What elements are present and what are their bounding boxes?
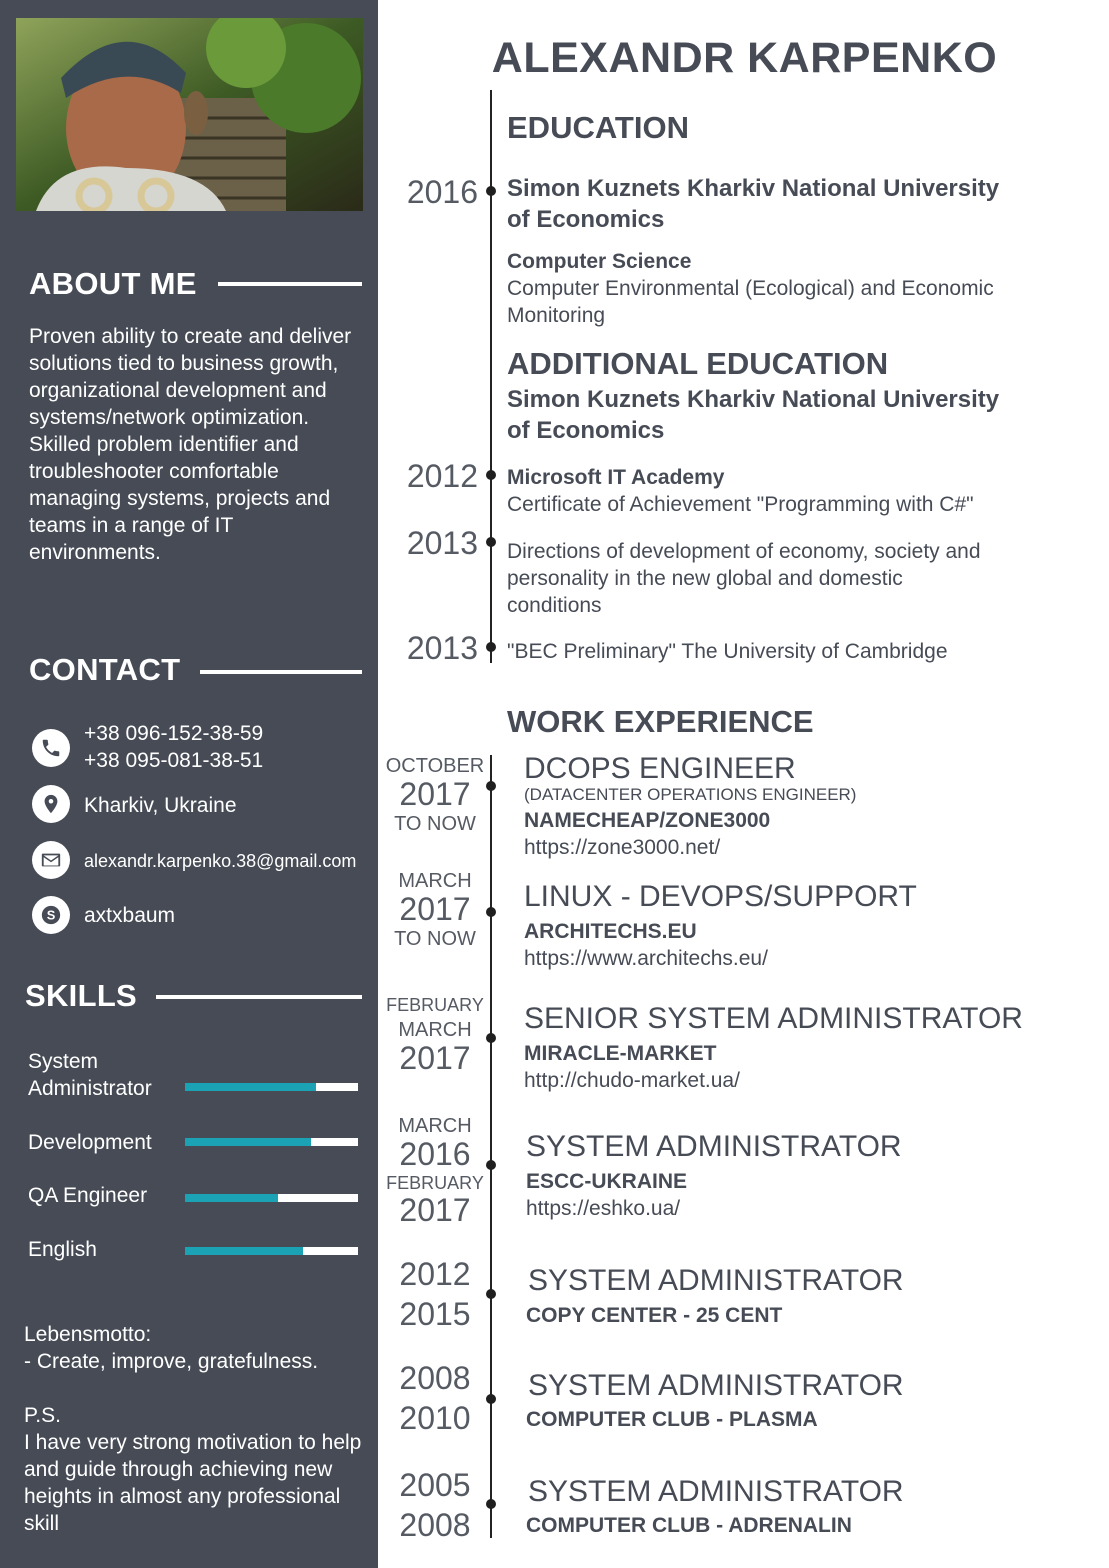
timeline-dot — [486, 642, 496, 652]
job-date-month: MARCH — [398, 1019, 472, 1041]
job-title: LINUX - DEVOPS/SUPPORT — [524, 880, 917, 913]
job-date-month: FEBRUARY — [386, 1173, 484, 1193]
additional-year: 2012 — [406, 458, 478, 494]
about-me-divider — [218, 282, 362, 286]
job-date — [380, 871, 490, 949]
skype-handle[interactable]: axtxbaum — [84, 904, 176, 927]
about-me-text: Proven ability to create and deliver solutions tied to business growth, organizational development and systems/network optimization. Skilled problem identifier and troubleshooter comfortable managing systems, projects and teams in a range of IT environments. — [29, 325, 352, 564]
job-company: COMPUTER CLUB - PLASMA — [526, 1408, 818, 1431]
job-title: DCOPS ENGINEER — [524, 752, 796, 785]
additional-entry-detail: "BEC Preliminary" The University of Cambridge — [507, 640, 948, 663]
additional-university-line1: Simon Kuznets Kharkiv National University — [507, 386, 1000, 413]
timeline-dot — [486, 1394, 496, 1404]
skype-icon — [32, 896, 70, 934]
job-date-month: FEBRUARY — [386, 995, 484, 1015]
timeline-dot — [486, 1160, 496, 1170]
job-date-year: 2008 — [399, 1360, 471, 1396]
job-company: NAMECHEAP/ZONE3000 — [524, 809, 771, 832]
skill-label-qa-engineer: QA Engineer — [28, 1184, 148, 1207]
job-title: SENIOR SYSTEM ADMINISTRATOR — [524, 1002, 1023, 1035]
additional-entry-detail-line2: personality in the new global and domestic — [507, 567, 903, 590]
job-date — [380, 1116, 490, 1226]
job-company: MIRACLE-MARKET — [524, 1042, 717, 1065]
skill-fill — [185, 1138, 311, 1146]
skill-fill — [185, 1194, 278, 1202]
job-date-to: TO NOW — [394, 928, 476, 950]
additional-university-line2: of Economics — [507, 417, 665, 444]
job-date — [380, 996, 490, 1074]
skill-label-development: Development — [28, 1131, 152, 1154]
timeline-dot — [486, 1289, 496, 1299]
additional-entry-detail: Certificate of Achievement "Programming with C#" — [507, 493, 974, 516]
timeline-dot — [486, 186, 496, 196]
timeline-dot — [486, 470, 496, 480]
skill-bar-qa-engineer — [185, 1194, 358, 1202]
timeline-dot — [486, 907, 496, 917]
additional-education-title: ADDITIONAL EDUCATION — [507, 346, 889, 381]
contact-title: CONTACT — [29, 652, 181, 687]
phone-number-2[interactable]: +38 095-081-38-51 — [84, 749, 264, 772]
timeline-dot — [486, 537, 496, 547]
job-title: SYSTEM ADMINISTRATOR — [528, 1475, 904, 1508]
skill-fill — [185, 1083, 316, 1091]
email-icon — [32, 841, 70, 879]
phone-number-1[interactable]: +38 096-152-38-59 — [84, 722, 264, 745]
timeline-dot — [486, 1499, 496, 1509]
job-date-year: 2008 — [399, 1507, 471, 1543]
job-company: COMPUTER CLUB - ADRENALIN — [526, 1514, 852, 1537]
job-date-year: 2017 — [399, 1040, 471, 1076]
job-date-year: 2010 — [399, 1400, 471, 1436]
job-date-year: 2016 — [399, 1136, 471, 1172]
job-url[interactable]: https://eshko.ua/ — [526, 1197, 681, 1220]
job-url[interactable]: https://www.architechs.eu/ — [524, 947, 768, 970]
skill-bar-system-administrator — [185, 1083, 358, 1091]
job-date — [380, 1258, 490, 1330]
additional-entry-detail-line3: conditions — [507, 594, 602, 617]
job-title: SYSTEM ADMINISTRATOR — [526, 1130, 902, 1163]
job-company: COPY CENTER - 25 CENT — [526, 1304, 783, 1327]
skill-fill — [185, 1247, 303, 1255]
skill-label-system-1: System — [28, 1050, 99, 1073]
skill-bar-development — [185, 1138, 358, 1146]
contact-divider — [200, 670, 362, 674]
job-date — [380, 1362, 490, 1434]
job-date — [380, 1469, 490, 1541]
education-university-line2: of Economics — [507, 206, 665, 233]
timeline-dot — [486, 781, 496, 791]
timeline-dot — [486, 1033, 496, 1043]
email-text[interactable]: alexandr.karpenko.38@gmail.com — [84, 851, 357, 871]
job-date-year: 2017 — [399, 1192, 471, 1228]
job-date-year: 2017 — [399, 891, 471, 927]
svg-text:S: S — [46, 907, 56, 923]
job-title: SYSTEM ADMINISTRATOR — [528, 1369, 904, 1402]
job-url[interactable]: http://chudo-market.ua/ — [524, 1069, 740, 1092]
skill-label-system-2: Administrator — [28, 1077, 152, 1100]
job-date-month: OCTOBER — [385, 755, 485, 777]
work-experience-title: WORK EXPERIENCE — [507, 704, 814, 739]
additional-year: 2013 — [406, 525, 478, 561]
skill-label-english: English — [28, 1238, 97, 1261]
job-date-year: 2017 — [399, 776, 471, 812]
skills-divider — [156, 995, 362, 999]
education-year: 2016 — [406, 174, 478, 210]
job-subtitle: (DATACENTER OPERATIONS ENGINEER) — [524, 785, 857, 804]
resume-name: ALEXANDR KARPENKO — [491, 34, 998, 82]
skills-title: SKILLS — [25, 978, 138, 1013]
job-title: SYSTEM ADMINISTRATOR — [528, 1264, 904, 1297]
additional-entry-title: Microsoft IT Academy — [507, 466, 725, 489]
about-me-title: ABOUT ME — [29, 266, 197, 301]
education-field: Computer Science — [507, 250, 692, 273]
education-detail-line2: Monitoring — [507, 304, 606, 327]
job-company: ESCC-UKRAINE — [526, 1170, 688, 1193]
work-timeline-line — [490, 755, 492, 1538]
education-detail-line1: Computer Environmental (Ecological) and Economic — [507, 277, 994, 300]
job-date-to: TO NOW — [394, 813, 476, 835]
job-date-year: 2005 — [399, 1467, 471, 1503]
job-url[interactable]: https://zone3000.net/ — [524, 836, 721, 859]
profile-photo — [16, 18, 363, 211]
job-date-month: MARCH — [398, 1115, 472, 1137]
additional-year: 2013 — [406, 630, 478, 666]
profile-photo-image — [16, 18, 363, 211]
skill-bar-english — [185, 1247, 358, 1255]
job-date-year: 2015 — [399, 1296, 471, 1332]
education-title: EDUCATION — [507, 110, 689, 145]
job-date-month: MARCH — [398, 870, 472, 892]
phone-icon — [32, 729, 70, 767]
location-text: Kharkiv, Ukraine — [84, 794, 237, 817]
education-university-line1: Simon Kuznets Kharkiv National University — [507, 175, 1000, 202]
education-timeline-line — [490, 90, 492, 663]
motto-text: Lebensmotto: - Create, improve, gratefulness. P.S. I have very strong motivation to help and guide through achieving new heights in almost any professional skill — [24, 1323, 362, 1535]
sidebar — [0, 0, 378, 1568]
location-pin-icon — [32, 785, 70, 823]
job-company: ARCHITECHS.EU — [524, 920, 697, 943]
job-date — [380, 756, 490, 834]
additional-entry-detail-line1: Directions of development of economy, society and — [507, 540, 981, 563]
job-date-year: 2012 — [399, 1256, 471, 1292]
